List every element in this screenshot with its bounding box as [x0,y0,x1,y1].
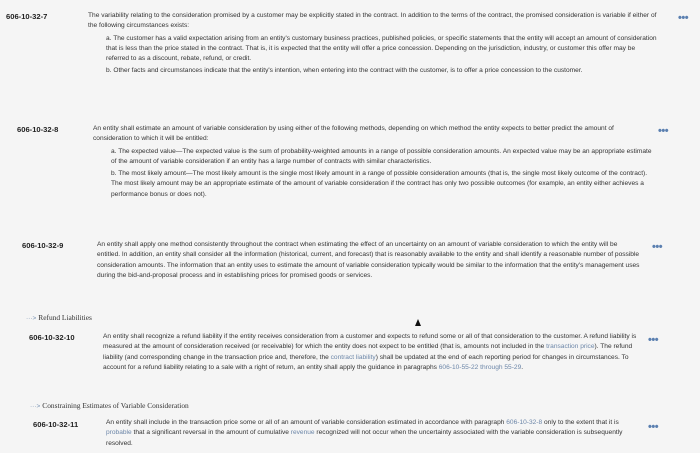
more-options-icon[interactable]: ••• [648,421,659,433]
paragraph-text [97,240,642,281]
text-run: . [521,363,524,371]
paragraph-body: An entity shall apply one method consistently throughout the contract when estimating the effect of an uncertainty on an amount of variable consideration to which the entity will be entitled. In addition, an entity shall consider all the information (historical, current, and forecast) that is reasonably available to the entity and shall identify a reasonable number of possible consideration amounts. The information that an entity uses to estimate the amount of variable consideration typically would be similar to the information that the entity's management uses during the bid-and-proposal process and in establishing prices for promised goods or services. [97,241,640,279]
list-item: a. The customer has a valid expectation arising from an entity's customary business practices, published policies, or specific statements that the entity will accept an amount of consideration that is less than the price stated in the contract. That is, it is expected that the entity will offer a price concession. Depending on the jurisdiction, industry, or customer this offer may be referred to as a discount, rebate, refund, or credit. [106,34,657,63]
section-heading-constraining-estimates[interactable] [30,401,189,410]
term-link[interactable]: revenue [290,429,315,437]
chevron-right-icon[interactable]: ···> [30,403,41,410]
term-link[interactable]: transaction price [546,343,595,351]
text-run: An entity shall include in the transaction price some or all of an amount of variable consideration estimated in accordance with paragraph [106,419,507,426]
term-link[interactable]: contract liability [330,353,376,361]
text-run: only to the extent that it is [542,419,619,426]
paragraph-number: 606-10-32-10 [29,333,75,342]
section-heading-refund-liabilities[interactable] [26,313,92,322]
paragraph-number: 606-10-32-11 [33,420,79,429]
section-heading-label: Refund Liabilities [38,313,92,322]
mouse-cursor-icon [415,319,421,326]
paragraph-link[interactable]: 606-10-55-22 through 55-29 [438,363,522,371]
term-link[interactable]: probable [106,429,132,437]
paragraph-link[interactable]: 606-10-32-8 [506,419,543,426]
paragraph-body: An entity shall estimate an amount of variable consideration by using either of the following methods, depending on which method the entity expects to better predict the amount of consideration to which it will be entitled: [93,125,614,143]
list-item: b. Other facts and circumstances indicate that the entity's intention, when entering into the contract with the customer, is to offer a price concession to the customer. [106,67,583,75]
section-heading-label: Constraining Estimates of Variable Consideration [42,401,189,410]
text-run: ). The refund liability (and corresponding change in the transaction price and, therefore, the [103,343,633,361]
paragraph-number: 606-10-32-7 [6,12,48,21]
paragraph-body: The variability relating to the consideration promised by a customer may be explicitly stated in the contract. In addition to the terms of the contract, the promised consideration is variable if either of the following circumstances exists: [88,12,657,30]
text-run: ) shall be updated at the end of each reporting period for changes in circumstances. To account for a refund liability relating to a sale with a right of return, an entity shall apply the guidance in paragraphs [103,353,629,371]
paragraph-text [106,418,642,449]
paragraph-text [88,11,658,77]
paragraph-text [93,124,653,200]
paragraph-text [103,332,643,373]
text-run: An entity shall recognize a refund liability if the entity receives consideration from a customer and expects to refund some or all of that consideration to the customer. A refund liability is measured at the amount of consideration received (or receivable) for which the entity does not expect to be entitled (that is, amounts not included in the [103,333,637,351]
paragraph-number: 606-10-32-8 [17,125,59,134]
more-options-icon[interactable]: ••• [658,125,669,137]
more-options-icon[interactable]: ••• [652,241,663,253]
text-run: that a significant reversal in the amount of cumulative [131,429,291,437]
paragraph-number: 606-10-32-9 [22,241,64,250]
text-run: recognized will not occur when the uncertainty associated with the variable consideration is subsequently resolved. [106,429,623,447]
chevron-right-icon[interactable]: ···> [26,315,37,322]
list-item: a. The expected value—The expected value is the sum of probability-weighted amounts in a range of possible consideration amounts. An expected value may be an appropriate estimate of the amount of variable consideration if an entity has a large number of contracts with similar characteristics. [111,147,652,165]
more-options-icon[interactable]: ••• [648,334,659,346]
more-options-icon[interactable]: ••• [678,12,689,24]
list-item: b. The most likely amount—The most likely amount is the single most likely amount in a range of possible consideration amounts (that is, the single most likely outcome of the contract). The most likely amount may be an appropriate estimate of the amount of variable consideration if the contract has only two possible outcomes (for example, an entity either achieves a performance bonus or does not). [111,170,648,198]
